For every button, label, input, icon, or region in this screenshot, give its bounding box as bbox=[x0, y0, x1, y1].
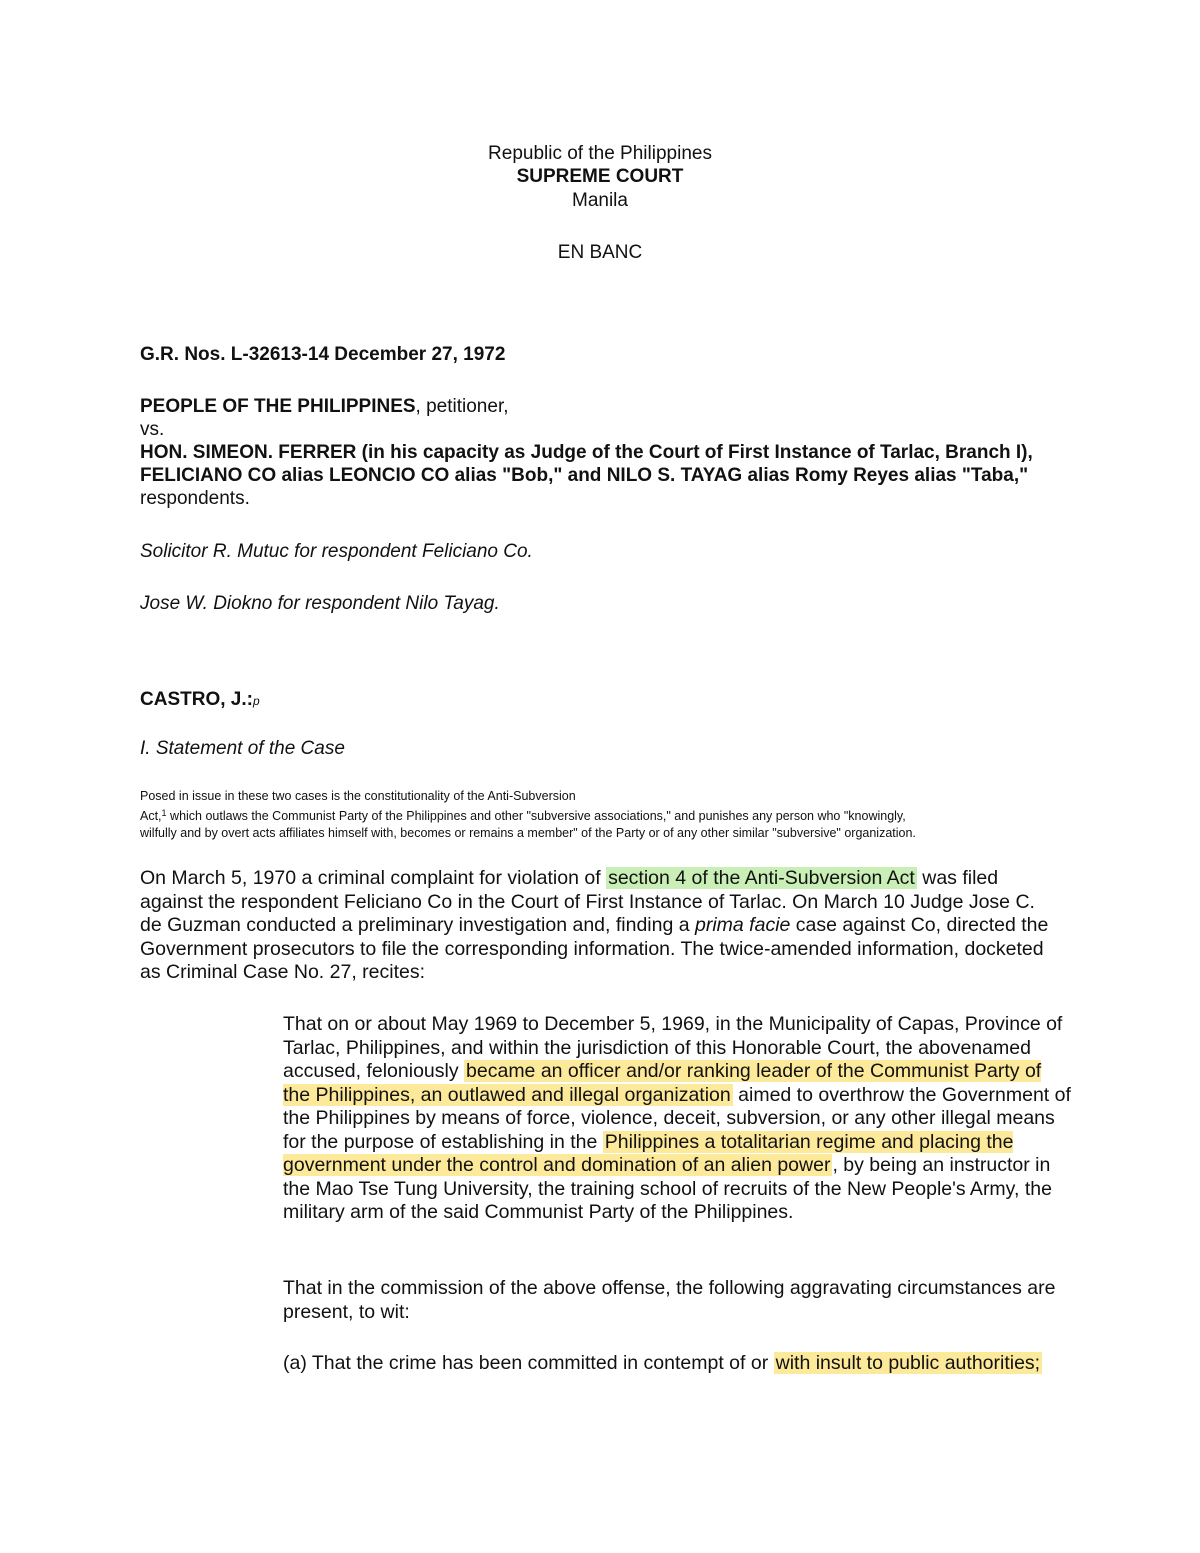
respondents-line bbox=[140, 441, 1080, 510]
quote1-middle: aimed to overthrow the Government of the Philippines by means of force, violence, deceit, subversion, or any other illegal means for the purpose of establishing in the bbox=[283, 1083, 1071, 1153]
ponente-name: CASTRO, J.: bbox=[140, 689, 253, 710]
ponente bbox=[140, 688, 1080, 713]
respondents-role: respondents. bbox=[140, 488, 250, 509]
para1-middle: was filed against the respondent Feliciano Co in the Court of First Instance of Tarlac. On March 10 Judge Jose C. de Guzman conducted a preliminary investigation and, finding a bbox=[140, 867, 1035, 936]
counsel-1: Solicitor R. Mutuc for respondent Feliciano Co. bbox=[140, 541, 533, 562]
quoted-information-1 bbox=[283, 1013, 1073, 1225]
parties-block bbox=[140, 395, 1080, 510]
header-court: SUPREME COURT bbox=[516, 166, 684, 187]
highlight-officer-leader: became an officer and/or ranking leader of the Communist Party of the Philippines, an outlawed and illegal organization bbox=[283, 1060, 1042, 1106]
header-city: Manila bbox=[572, 190, 628, 211]
footnote-link[interactable]: 1 bbox=[161, 808, 167, 818]
paragraph-1 bbox=[140, 867, 1060, 985]
para1-emphasis: prima facie bbox=[695, 914, 791, 936]
versus: vs. bbox=[140, 419, 165, 440]
para1-end: case against Co, directed the Government prosecutors to file the corresponding information. The twice-amended information, docketed as Criminal Case No. 27, recites: bbox=[140, 914, 1049, 983]
highlight-insult-authorities: with insult to public authorities; bbox=[775, 1352, 1041, 1374]
case-number-date: G.R. Nos. L-32613-14 December 27, 1972 bbox=[140, 344, 506, 365]
quote3-start: (a) That the crime has been committed in contempt of or bbox=[283, 1352, 774, 1374]
respondents-names: HON. SIMEON. FERRER (in his capacity as Judge of the Court of First Instance of Tarlac, Branch I), FELICIANO CO alias LEONCIO CO alias "Bob," and NILO S. TAYAG alias Romy Reyes alias "Taba," bbox=[140, 442, 1033, 486]
intro-line-1: Posed in issue in these two cases is the constitutionality of the Anti-Subversion bbox=[140, 789, 576, 803]
para1-start: On March 5, 1970 a criminal complaint for violation of bbox=[140, 867, 607, 889]
petitioner-name: PEOPLE OF THE PHILIPPINES bbox=[140, 396, 416, 417]
section-title: I. Statement of the Case bbox=[140, 738, 345, 759]
petitioner-role: , petitioner, bbox=[415, 396, 509, 417]
quoted-information-2: That in the commission of the above offense, the following aggravating circumstances are present, to wit: bbox=[283, 1277, 1056, 1323]
intro-line-3: wilfully and by overt acts affiliates himself with, becomes or remains a member" of the Party or of any other similar "subversive" organization. bbox=[140, 826, 916, 840]
quote1-end: , by being an instructor in the Mao Tse Tung University, the training school of recruits of the New People's Army, the military arm of the said Communist Party of the Philippines. bbox=[283, 1154, 1052, 1223]
highlight-section-4: section 4 of the Anti-Subversion Act bbox=[608, 867, 915, 889]
intro-paragraph bbox=[140, 788, 1080, 842]
ponente-mark: p bbox=[252, 694, 260, 708]
quote1-start: That on or about May 1969 to December 5, 1969, in the Municipality of Capas, Province of Tarlac, Philippines, and within the jurisdiction of this Honorable Court, the abovenamed accused, feloniously bbox=[283, 1013, 1063, 1082]
header-division: EN BANC bbox=[557, 242, 643, 263]
quoted-information-3 bbox=[283, 1352, 1073, 1376]
petitioner-line bbox=[140, 395, 1080, 418]
counsel-2: Jose W. Diokno for respondent Nilo Tayag. bbox=[140, 593, 500, 614]
intro-rest: which outlaws the Communist Party of the Philippines and other "subversive associations," and punishes any person who "knowingly, bbox=[166, 809, 906, 823]
intro-act: Act, bbox=[140, 809, 162, 823]
highlight-totalitarian-regime: Philippines a totalitarian regime and placing the government under the control and domination of an alien power bbox=[283, 1130, 1014, 1176]
header-republic: Republic of the Philippines bbox=[488, 143, 712, 164]
intro-line-2 bbox=[140, 805, 1080, 825]
